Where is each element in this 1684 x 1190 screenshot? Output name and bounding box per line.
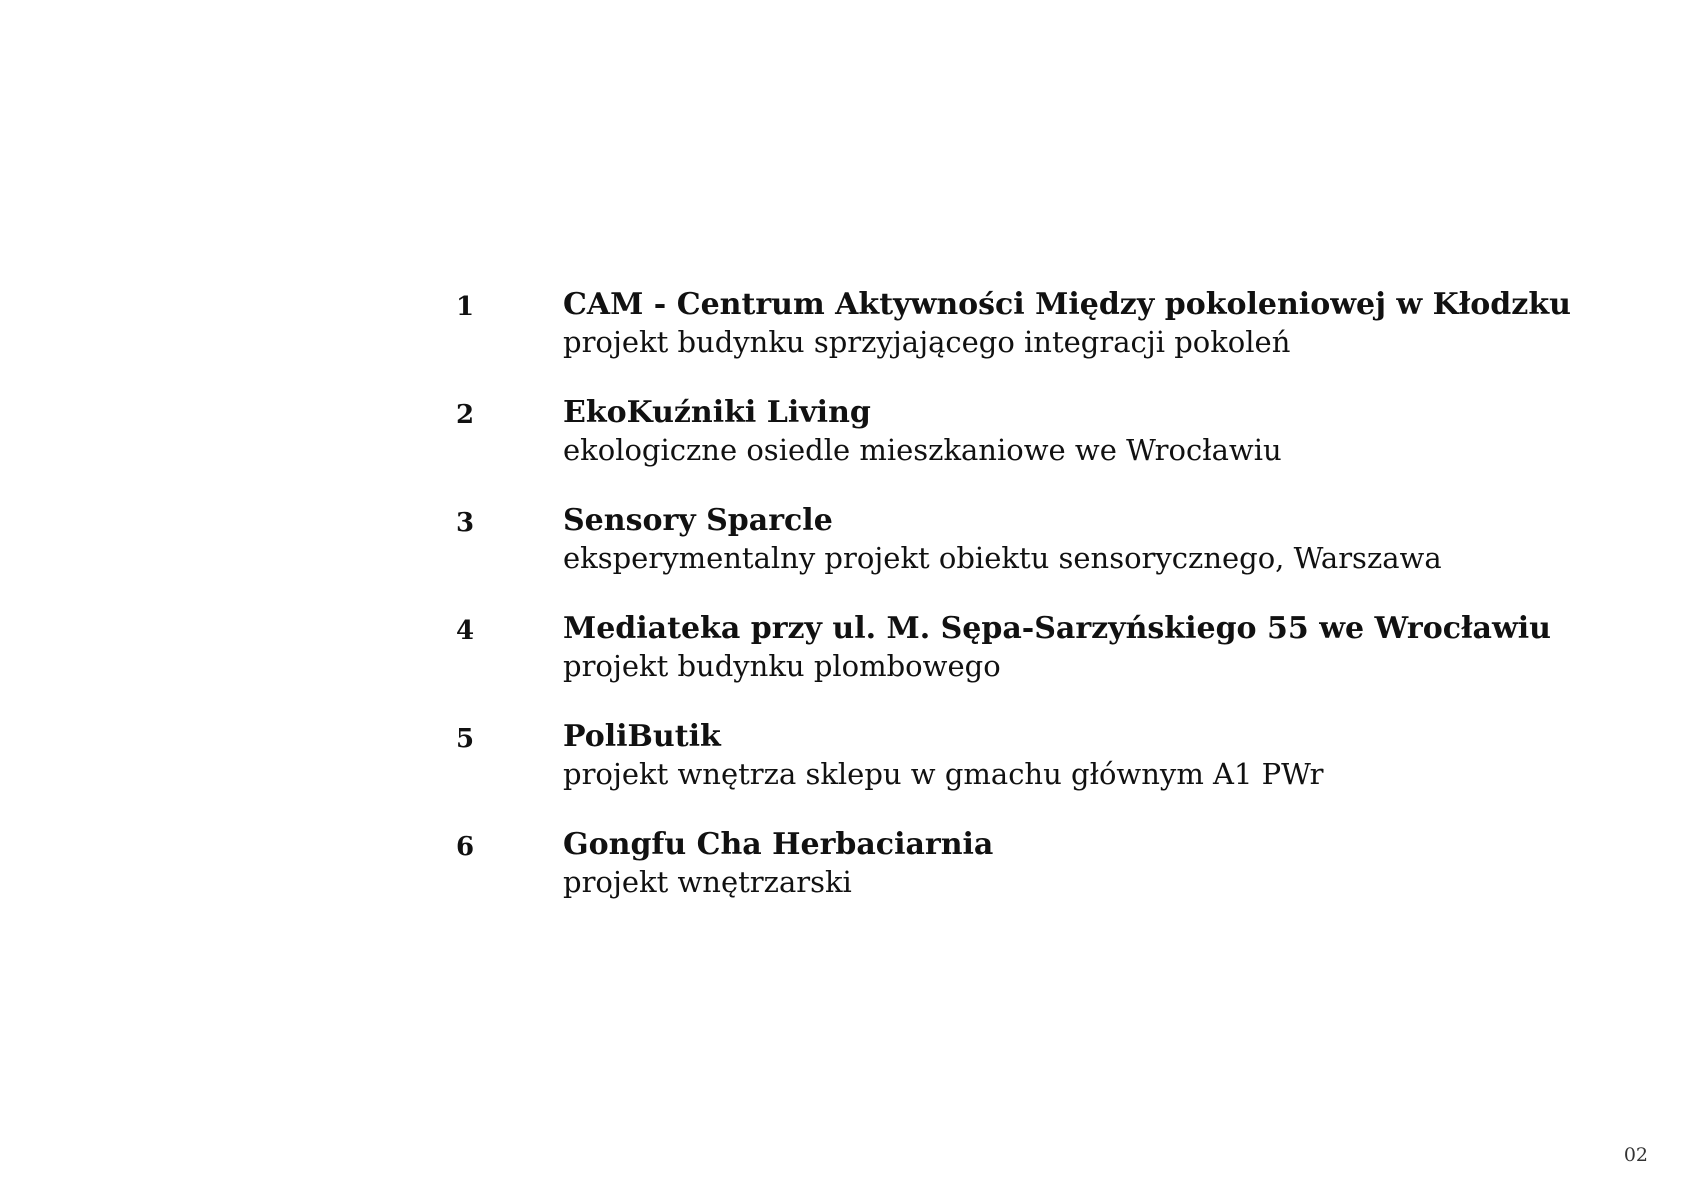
toc-item-number: 5 xyxy=(455,724,475,754)
toc-item-subtitle: projekt wnętrza sklepu w gmachu głównym A1 PWr xyxy=(563,757,1324,791)
toc-item-subtitle: projekt wnętrzarski xyxy=(563,865,852,899)
toc-item-title: Sensory Sparcle xyxy=(563,503,833,538)
toc-item-1 xyxy=(0,287,1684,395)
toc-item-title: EkoKuźniki Living xyxy=(563,395,871,430)
table-of-contents xyxy=(0,287,1684,935)
toc-item-title: CAM - Centrum Aktywności Między pokoleniowej w Kłodzku xyxy=(563,287,1571,322)
toc-item-5 xyxy=(0,719,1684,827)
page-number: 02 xyxy=(1623,1144,1648,1166)
toc-item-title: Gongfu Cha Herbaciarnia xyxy=(563,827,994,862)
toc-item-title: Mediateka przy ul. M. Sępa-Sarzyńskiego 55 we Wrocławiu xyxy=(563,611,1551,646)
toc-item-number: 3 xyxy=(455,508,475,538)
toc-item-subtitle: projekt budynku plombowego xyxy=(563,649,1001,683)
toc-item-subtitle: projekt budynku sprzyjającego integracji pokoleń xyxy=(563,325,1291,359)
toc-item-number: 2 xyxy=(455,400,475,430)
toc-item-number: 4 xyxy=(455,616,475,646)
toc-item-subtitle: eksperymentalny projekt obiektu sensorycznego, Warszawa xyxy=(563,541,1442,575)
toc-item-6 xyxy=(0,827,1684,935)
toc-item-4 xyxy=(0,611,1684,719)
toc-item-2 xyxy=(0,395,1684,503)
toc-item-number: 6 xyxy=(455,832,475,862)
toc-item-title: PoliButik xyxy=(563,719,721,754)
toc-item-number: 1 xyxy=(455,292,475,322)
toc-item-subtitle: ekologiczne osiedle mieszkaniowe we Wrocławiu xyxy=(563,433,1282,467)
toc-item-3 xyxy=(0,503,1684,611)
